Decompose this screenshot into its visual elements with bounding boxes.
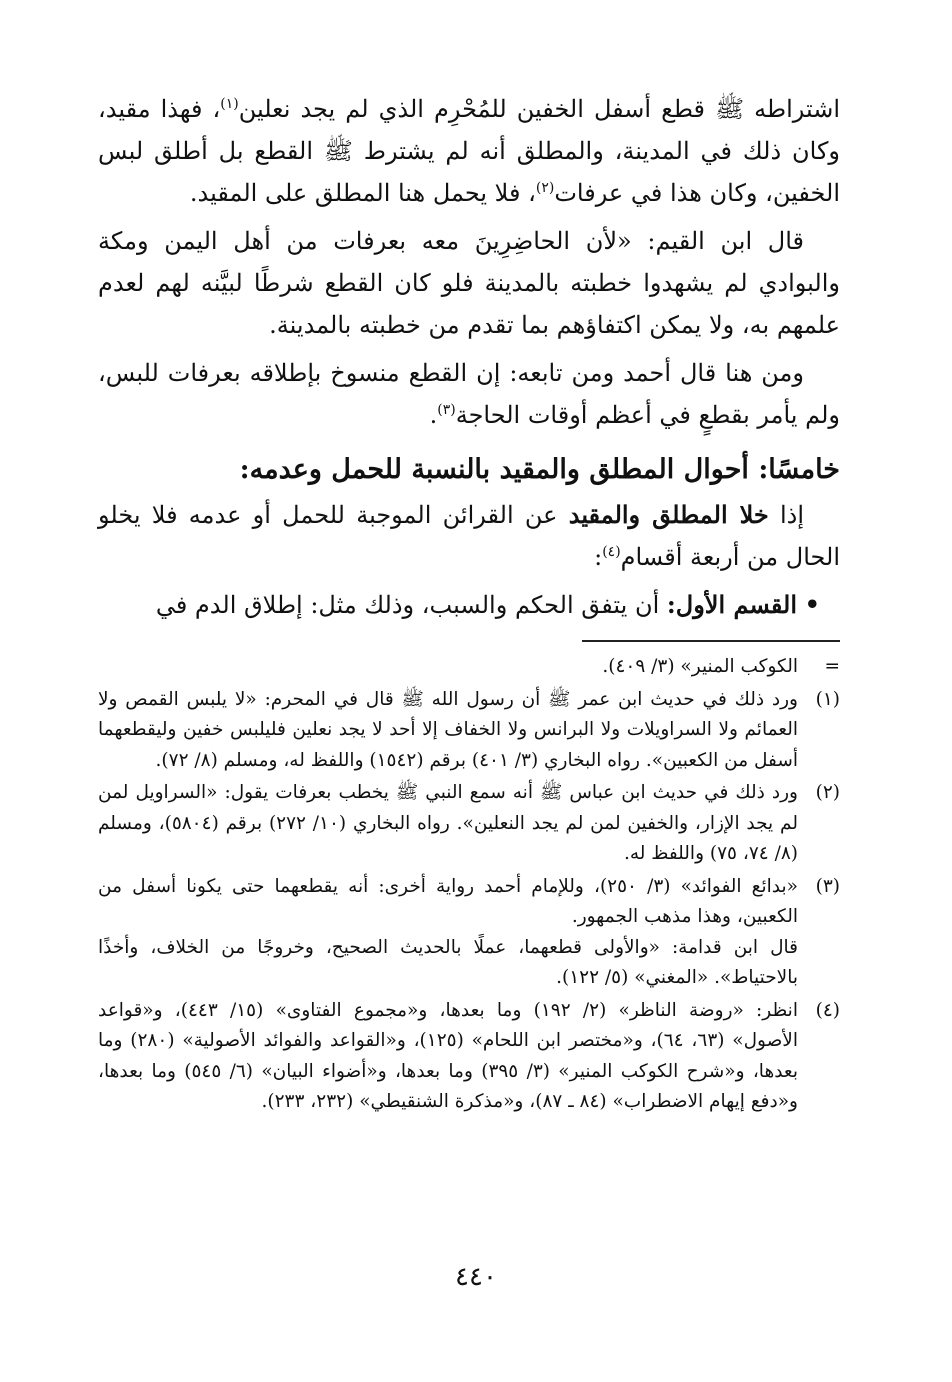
footnotes <box>98 652 840 1120</box>
paragraph-3 <box>98 352 840 436</box>
main-text-2 <box>98 494 840 626</box>
paragraph-4-part-b: عن القرائن الموجبة للحمل أو عدمه فلا يخلو الحال من أربعة أقسام <box>98 501 840 571</box>
footnote-text-2: قال ابن قدامة: «والأولى قطعهما، عملًا بالحديث الصحيح، وخروجًا من الخلاف، وأخذًا بالاحتياط». «المغني» (٥/ ١٢٢). <box>98 936 798 988</box>
paragraph-3-part-b: . <box>429 401 438 429</box>
bullet-text: أن يتفق الحكم والسبب، وذلك مثل: إطلاق الدم في <box>155 591 667 619</box>
footnote-text: «بدائع الفوائد» (٣/ ٢٥٠)، وللإمام أحمد رواية أخرى: أنه يقطعهما حتى يكونا أسفل من الكعبين، وهذا مذهب الجمهور. <box>98 875 798 927</box>
footnote-separator <box>582 640 840 642</box>
footnote-ref-2: (٢) <box>535 180 555 196</box>
paragraph-1-part-b: ، فهذا مقيد، وكان ذلك في المدينة، والمطلق أنه لم يشترط ﷺ القطع بل أطلق لبس الخفين، وكان هذا في عرفات <box>98 95 840 207</box>
footnote-text: انظر: «روضة الناظر» (٢/ ١٩٢) وما بعدها، و«مجموع الفتاوى» (١٥/ ٤٤٣)، و«قواعد الأصول» (٦٣، ٦٤)، و«مختصر ابن اللحام» (١٢٥)، و«القواعد والفوائد الأصولية» (٢٨٠) وما بعدها، و«شرح الكوكب المنير» (٣/ ٣٩٥) وما بعدها، و«أضواء البيان» (٦/ ٥٤٥) وما بعدها، و«دفع إيهام الاضطراب» (٨٤ ـ ٨٧)، و«مذكرة الشنقيطي» (٢٣٢، ٢٣٣). <box>98 999 798 1112</box>
footnote-text: ورد ذلك في حديث ابن عباس ﷺ أنه سمع النبي ﷺ يخطب بعرفات يقول: «السراويل لمن لم يجد الإزار، والخفين لمن لم يجد النعلين». رواه البخاري (١٠/ ٢٧٢) برقم (٥٨٠٤)، ومسلم (٨/ ٧٤، ٧٥) واللفظ له. <box>98 782 798 864</box>
footnote-2 <box>98 778 840 870</box>
footnote-body <box>98 872 798 994</box>
footnote-text: ورد ذلك في حديث ابن عمر ﷺ أن رسول الله ﷺ قال في المحرم: «لا يلبس القمص ولا العمائم ولا السراويلات ولا البرانس ولا الخفاف إلا أحد لا يجد نعلين فليلبس خفين وليقطعهما أسفل من الكعبين». رواه البخاري (٣/ ٤٠١) برقم (١٥٤٢) واللفظ له، ومسلم (٨/ ٧٢). <box>98 688 798 771</box>
paragraph-3-part-a: ومن هنا قال أحمد ومن تابعه: إن القطع منسوخ بإطلاقه بعرفات للبس، ولم يأمر بقطعٍ في أعظم أوقات الحاجة <box>98 359 840 429</box>
footnote-number: (١) <box>815 688 840 710</box>
footnote-marker: = <box>824 656 840 677</box>
footnote-ref-3: (٣) <box>437 402 456 418</box>
paragraph-1-part-c: ، فلا يحمل هنا المطلق على المقيد. <box>189 179 536 207</box>
page-number: ٤٤٠ <box>455 1262 497 1292</box>
paragraph-2: قال ابن القيم: «لأن الحاضِرِينَ معه بعرفات من أهل اليمن ومكة والبوادي لم يشهدوا خطبته بالمدينة فلو كان القطع شرطًا لبيَّنه لهم لعدم علمهم به، ولا يمكن اكتفاؤهم بما تقدم من خطبته بالمدينة. <box>98 227 840 339</box>
footnote-continuation <box>98 652 840 683</box>
paragraph-4 <box>98 494 840 578</box>
footnote-text: الكوكب المنير» (٣/ ٤٠٩). <box>602 656 798 677</box>
footnote-number: (٤) <box>815 999 840 1021</box>
main-text <box>98 88 840 436</box>
paragraph-4-part-c: : <box>594 543 603 571</box>
footnote-number: (٣) <box>815 875 840 897</box>
bullet-label: القسم الأول: <box>666 590 798 619</box>
footnote-number: (٢) <box>815 782 840 803</box>
paragraph-1-part-a: اشتراطه ﷺ قطع أسفل الخفين للمُحْرِم الذي لم يجد نعلين <box>238 95 841 123</box>
section-heading: خامسًا: أحوال المطلق والمقيد بالنسبة للحمل وعدمه: <box>239 454 840 485</box>
paragraph-4-bold: خلا المطلق والمقيد <box>568 500 769 529</box>
footnote-3 <box>98 872 840 994</box>
footnote-ref-1: (١) <box>220 96 239 112</box>
paragraph-1 <box>98 88 840 214</box>
footnote-ref-4: (٤) <box>602 544 621 560</box>
footnote-4 <box>98 996 840 1118</box>
bullet-dot: • <box>804 590 820 619</box>
paragraph-4-part-a: إذا <box>768 501 805 529</box>
bullet-item <box>98 584 840 626</box>
footnote-1 <box>98 685 840 777</box>
